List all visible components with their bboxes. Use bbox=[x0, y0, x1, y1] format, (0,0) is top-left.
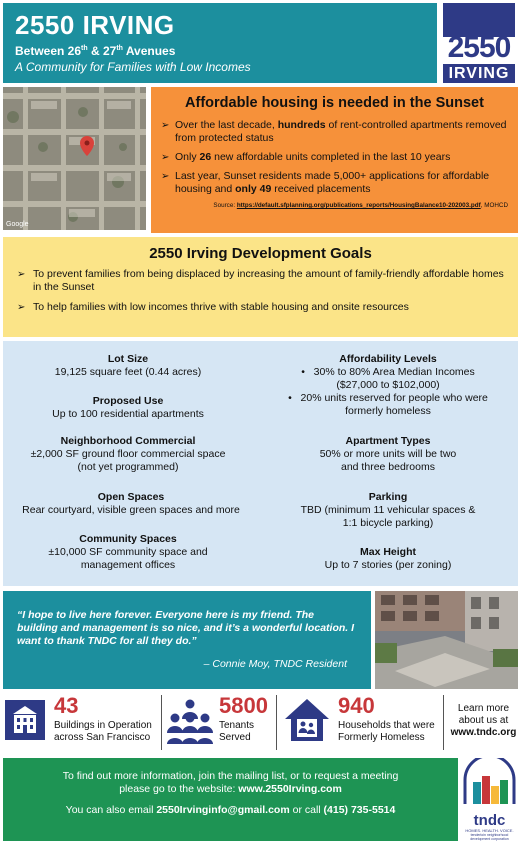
affordability-bullet: • 30% to 80% Area Median Incomes bbox=[301, 366, 475, 378]
tndc-link[interactable]: www.tndc.org bbox=[450, 727, 517, 738]
need-item: ➢ Only 26 new affordable units completed in the last 10 years bbox=[161, 151, 451, 163]
arrow-bullet-icon: ➢ bbox=[17, 302, 26, 313]
page-title: 2550 IRVING bbox=[15, 10, 175, 40]
location-map bbox=[3, 87, 146, 230]
irving-logo bbox=[440, 3, 518, 83]
stat-tenants-number: 5800 bbox=[219, 693, 268, 718]
learn-more: Learn more about us at www.tndc.org bbox=[447, 703, 520, 739]
goals-panel bbox=[3, 237, 518, 337]
goal-item: ➢ To prevent families from being displaced by increasing the amount of family-friendly affordable homes in the Sunset bbox=[17, 268, 504, 293]
house-family-icon bbox=[283, 697, 331, 743]
logo-number: 2550 bbox=[447, 31, 511, 64]
need-item: ➢ Over the last decade, hundreds of rent-controlled apartments removed from protected status bbox=[161, 119, 507, 144]
stat-divider bbox=[443, 695, 444, 750]
fact-affordability: Affordability Levels • 30% to 80% Area Median Incomes ($27,000 to $102,000) • 20% units reserved for people who were formerly homeless bbox=[263, 353, 513, 418]
footer-panel: To find out more information, join the mailing list, or to request a meeting please go to the website: www.2550Irving.com You can also email 2550Irvinginfo@gmail.com or call (415) 735-5514 bbox=[3, 758, 458, 841]
page-tagline: A Community for Families with Low Incomes bbox=[15, 60, 251, 74]
logo-word: IRVING bbox=[443, 64, 515, 83]
arrow-bullet-icon: ➢ bbox=[17, 269, 26, 280]
tndc-logo bbox=[461, 758, 518, 841]
goals-list bbox=[17, 268, 504, 314]
need-list bbox=[161, 119, 508, 196]
source-link[interactable]: https://default.sfplanning.org/publications_reports/HousingBalance10-202003.pdf bbox=[236, 202, 481, 209]
fact-community-spaces: Community Spaces ±10,000 SF community space and management offices bbox=[48, 533, 208, 571]
stat-tenants-label: Tenants Served bbox=[219, 720, 255, 743]
need-source: Source: https://default.sfplanning.org/publications_reports/HousingBalance10-202003.pdf, MOHCD bbox=[213, 202, 508, 209]
website-link[interactable]: www.2550Irving.com bbox=[238, 783, 342, 795]
stat-buildings-label: Buildings in Operation across San Francisco bbox=[54, 720, 152, 743]
arrow-bullet-icon: ➢ bbox=[161, 120, 170, 131]
fact-lot-size: Lot Size 19,125 square feet (0.44 acres) bbox=[54, 353, 202, 378]
building-icon bbox=[5, 700, 45, 740]
tndc-tagline: HOMES. HEALTH. VOICE. bbox=[465, 828, 514, 833]
people-group-icon bbox=[166, 698, 214, 744]
arrow-bullet-icon: ➢ bbox=[161, 171, 170, 182]
map-image bbox=[3, 87, 146, 230]
goal-item: ➢ To help families with low incomes thrive with stable housing and onsite resources bbox=[17, 301, 409, 313]
fact-parking: Parking TBD (minimum 11 vehicular spaces & 1:1 bicycle parking) bbox=[300, 491, 476, 529]
tndc-wordmark: tndc bbox=[473, 812, 506, 829]
arrow-bullet-icon: ➢ bbox=[161, 152, 170, 163]
page-subtitle: Between 26th & 27th Avenues bbox=[15, 44, 176, 58]
testimonial-quote: “I hope to live here forever. Everyone here is my friend. The building and management is so nice, and it’s a wonderful location. I want to thank TNDC for all they do.” bbox=[17, 609, 355, 647]
stat-homeless-number: 940 bbox=[338, 693, 375, 718]
courtyard-photo bbox=[375, 591, 518, 689]
phone-link[interactable]: (415) 735-5514 bbox=[323, 804, 396, 816]
need-panel bbox=[151, 87, 518, 233]
testimonial-attribution: – Connie Moy, TNDC Resident bbox=[203, 658, 347, 670]
stat-homeless-label: Households that were Formerly Homeless bbox=[338, 720, 435, 743]
stat-divider bbox=[276, 695, 277, 750]
email-link[interactable]: 2550Irvinginfo@gmail.com bbox=[156, 804, 290, 816]
affordability-bullet: • 20% units reserved for people who were bbox=[288, 392, 488, 404]
stat-buildings-number: 43 bbox=[54, 693, 79, 718]
fact-max-height: Max Height Up to 7 stories (per zoning) bbox=[324, 546, 452, 571]
fact-apartment-types: Apartment Types 50% or more units will be two and three bedrooms bbox=[319, 435, 457, 473]
facts-panel bbox=[3, 341, 518, 586]
tndc-fullname: tenderloin neighborhood development corporation bbox=[470, 833, 509, 841]
fact-open-spaces: Open Spaces Rear courtyard, visible green spaces and more bbox=[22, 491, 240, 516]
need-item: ➢ Last year, Sunset residents made 5,000+ applications for affordable housing and only 49 received placements bbox=[161, 170, 490, 195]
fact-neighborhood-commercial: Neighborhood Commercial ±2,000 SF ground floor commercial space (not yet programmed) bbox=[30, 435, 226, 473]
need-title: Affordable housing is needed in the Sunset bbox=[185, 95, 484, 111]
fact-proposed-use: Proposed Use Up to 100 residential apartments bbox=[52, 395, 204, 420]
header-banner bbox=[3, 3, 437, 83]
courtyard-image bbox=[375, 591, 518, 689]
tndc-mark-icon bbox=[461, 758, 518, 808]
testimonial-panel bbox=[3, 591, 371, 689]
stat-divider bbox=[161, 695, 162, 750]
goals-title: 2550 Irving Development Goals bbox=[149, 245, 372, 262]
map-caption: Google bbox=[6, 221, 29, 228]
